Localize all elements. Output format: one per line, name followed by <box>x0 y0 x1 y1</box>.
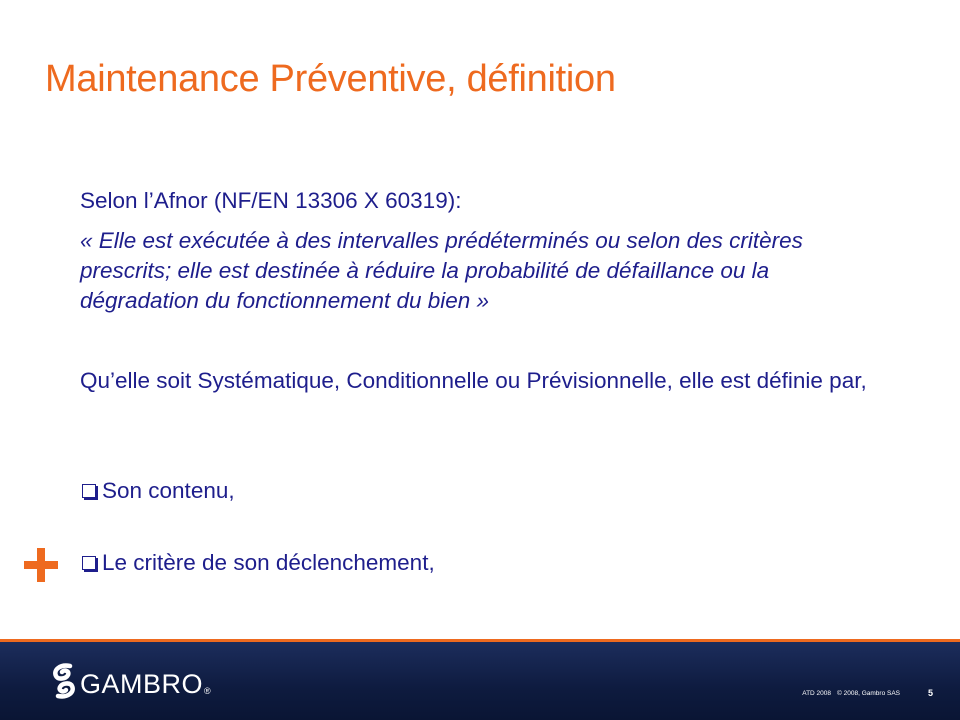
checkbox-icon <box>82 556 96 570</box>
footer-meta <box>796 690 900 697</box>
afnor-definition-quote: « Elle est exécutée à des intervalles prédéterminés ou selon des critères prescrits; elle est destinée à réduire la probabilité de défaillance ou la dégradation du fonctionnement du bien » <box>80 228 803 313</box>
page-number: 5 <box>928 688 934 698</box>
plus-icon <box>24 548 58 582</box>
list-item-label: Son contenu, <box>102 478 235 503</box>
gambro-logo <box>50 660 211 700</box>
footer-event: ATD 2008 <box>802 690 832 697</box>
footer-copyright: © 2008, Gambro SAS <box>837 690 900 697</box>
logo-wordmark: GAMBRO <box>80 669 204 699</box>
list-item <box>80 476 235 506</box>
gambro-swirl-logo-icon <box>50 662 78 700</box>
slide-title: Maintenance Préventive, définition <box>45 58 616 100</box>
list-item <box>80 548 435 578</box>
afnor-reference: Selon l’Afnor (NF/EN 13306 X 60319): <box>80 188 462 213</box>
definition-paragraph: Qu’elle soit Systématique, Conditionnelle ou Prévisionnelle, elle est définie par, <box>80 368 867 393</box>
checkbox-icon <box>82 484 96 498</box>
registered-mark: ® <box>204 686 211 696</box>
list-item-label: Le critère de son déclenchement, <box>102 550 435 575</box>
